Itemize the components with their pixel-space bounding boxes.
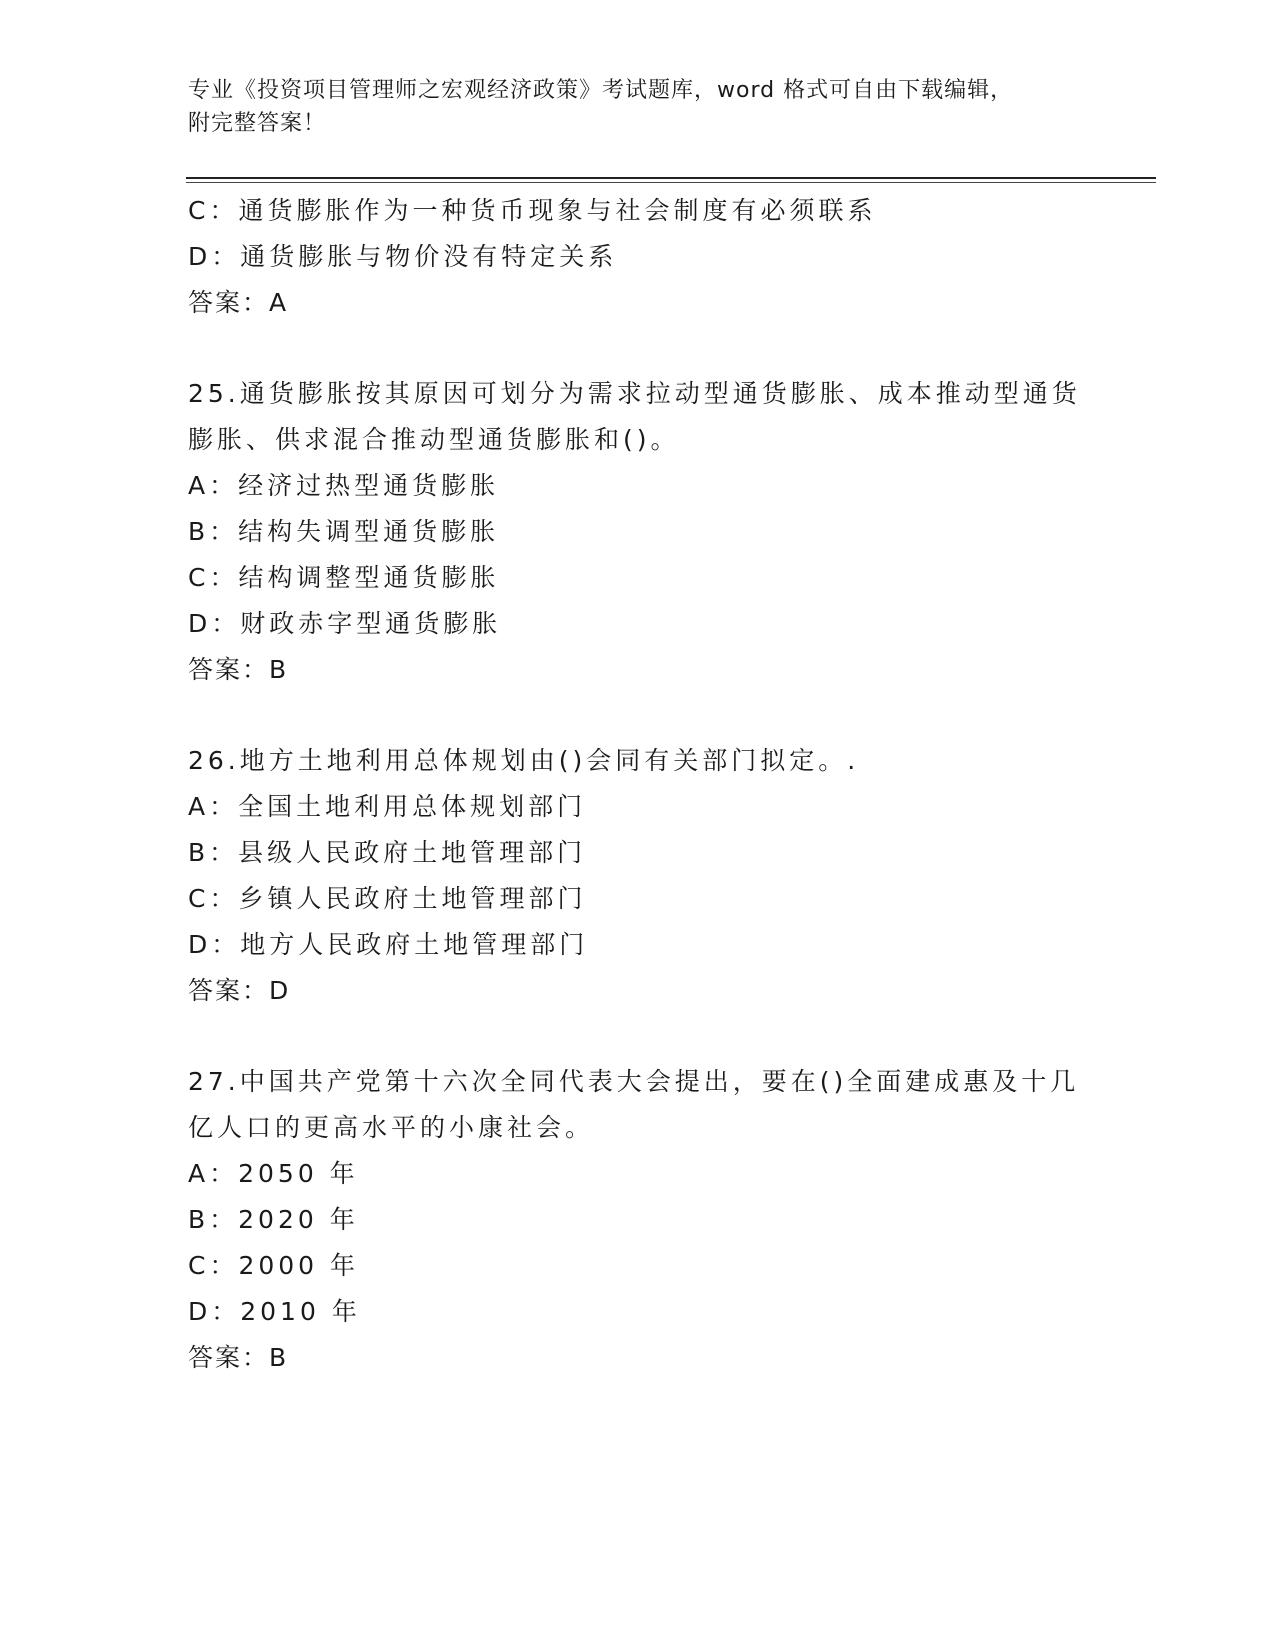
option-c: C：通货膨胀作为一种货币现象与社会制度有必须联系 [188,196,877,225]
answer-line: 答案：B [188,1343,289,1372]
spacer [188,693,1088,738]
question-stem-line-2: 亿人口的更高水平的小康社会。 [188,1113,595,1142]
question-27 [188,1059,1088,1381]
header-line-1: 专业《投资项目管理师之宏观经济政策》考试题库，word 格式可自由下载编辑， [188,78,1014,103]
option-a: A：全国土地利用总体规划部门 [188,792,587,821]
question-26 [188,738,1088,1014]
header-line-2: 附完整答案！ [188,111,327,136]
document-body [188,188,1088,1381]
option-a: A：2050 年 [188,1159,359,1188]
option-a: A：经济过热型通货膨胀 [188,471,500,500]
question-25 [188,371,1088,693]
option-c: C：乡镇人民政府土地管理部门 [188,884,587,913]
question-24-continuation [188,188,1088,326]
option-c: C：2000 年 [188,1251,360,1280]
option-d: D：2010 年 [188,1297,361,1326]
answer-line: 答案：B [188,655,289,684]
option-d: D：通货膨胀与物价没有特定关系 [188,242,618,271]
question-stem-line-1: 27.中国共产党第十六次全同代表大会提出，要在()全面建成惠及十几 [188,1067,1080,1096]
answer-line: 答案：A [188,288,289,317]
question-stem-line-1: 26.地方土地利用总体规划由()会同有关部门拟定。. [188,746,860,775]
header-divider-thin [186,182,1156,183]
option-b: B：结构失调型通货膨胀 [188,517,500,546]
option-d: D：地方人民政府土地管理部门 [188,930,589,959]
option-b: B：2020 年 [188,1205,359,1234]
option-d: D：财政赤字型通货膨胀 [188,609,502,638]
header-divider-thick [186,177,1156,179]
option-c: C：结构调整型通货膨胀 [188,563,500,592]
spacer [188,1014,1088,1059]
question-stem-line-2: 膨胀、供求混合推动型通货膨胀和()。 [188,425,680,454]
option-b: B：县级人民政府土地管理部门 [188,838,587,867]
spacer [188,326,1088,371]
document-header [188,74,1088,140]
question-stem-line-1: 25.通货膨胀按其原因可划分为需求拉动型通货膨胀、成本推动型通货 [188,379,1081,408]
answer-line: 答案：D [188,976,291,1005]
